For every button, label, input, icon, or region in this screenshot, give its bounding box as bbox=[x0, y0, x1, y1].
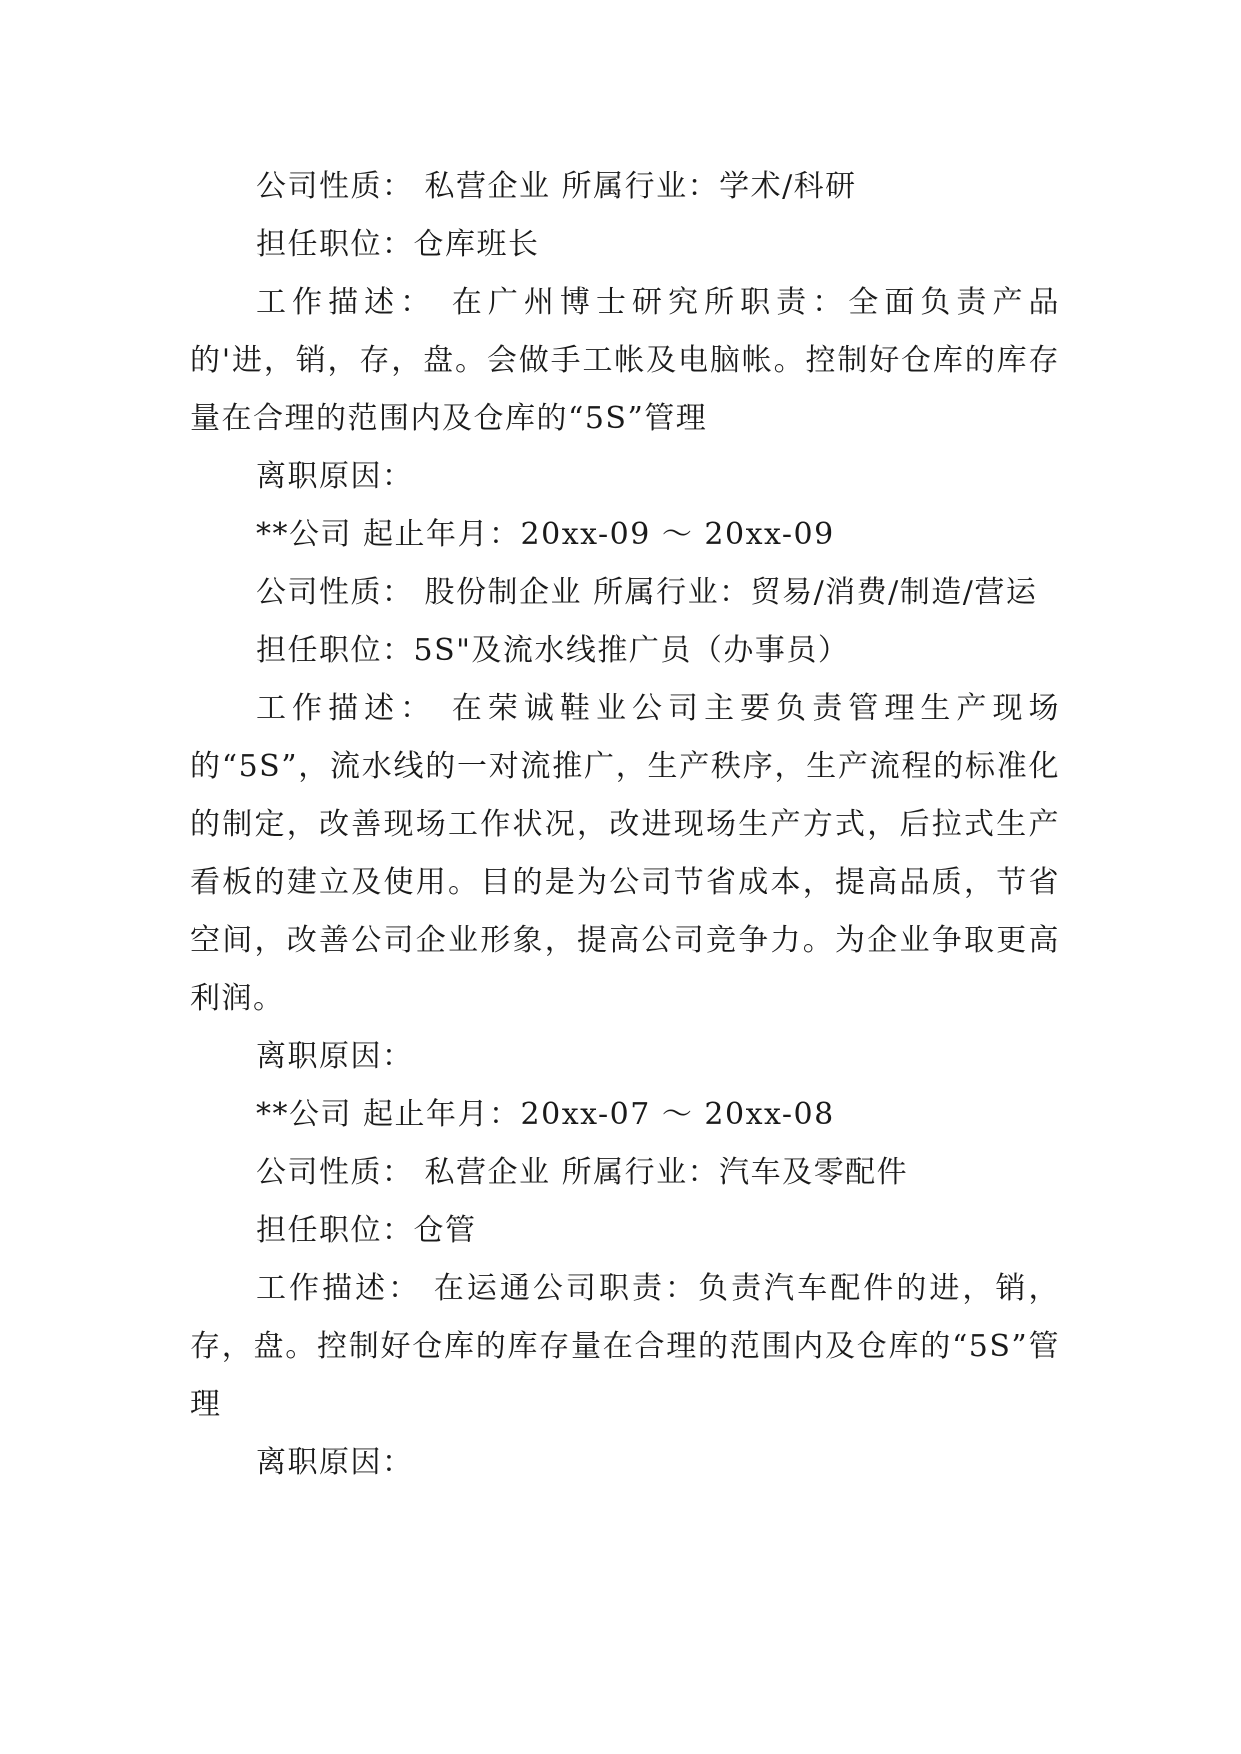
leaving-reason: 离职原因： bbox=[256, 1039, 414, 1074]
company-period-line: **公司 起止年月：20xx-09 ～ 20xx-09 bbox=[256, 517, 835, 552]
leaving-reason: 离职原因： bbox=[256, 1445, 414, 1480]
company-nature-line: 公司性质： 私营企业 所属行业：汽车及零配件 bbox=[256, 1155, 909, 1190]
company-nature-line: 公司性质： 私营企业 所属行业：学术/科研 bbox=[256, 169, 857, 204]
resume-work-history bbox=[190, 158, 1060, 1492]
job-description: 工作描述： 在荣诚鞋业公司主要负责管理生产现场的“5S”，流水线的一对流推广，生产秩序，生产流程的标准化的制定，改善现场工作状况，改进现场生产方式，后拉式生产看板的建立及使用。目的是为公司节省成本，提高品质，节省空间，改善公司企业形象，提高公司竞争力。为企业争取更高利润。 bbox=[190, 691, 1060, 1016]
position-line: 担任职位：5S"及流水线推广员（办事员） bbox=[256, 633, 850, 668]
company-nature-line: 公司性质： 股份制企业 所属行业：贸易/消费/制造/营运 bbox=[256, 575, 1038, 610]
position-line: 担任职位：仓库班长 bbox=[256, 227, 540, 262]
job-description: 工作描述： 在运通公司职责：负责汽车配件的进，销，存，盘。控制好仓库的库存量在合理的范围内及仓库的“5S”管理 bbox=[190, 1271, 1060, 1422]
job-description: 工作描述： 在广州博士研究所职责：全面负责产品的'进，销，存，盘。会做手工帐及电脑帐。控制好仓库的库存量在合理的范围内及仓库的“5S”管理 bbox=[190, 285, 1060, 436]
leaving-reason: 离职原因： bbox=[256, 459, 414, 494]
position-line: 担任职位：仓管 bbox=[256, 1213, 477, 1248]
company-period-line: **公司 起止年月：20xx-07 ～ 20xx-08 bbox=[256, 1097, 835, 1132]
